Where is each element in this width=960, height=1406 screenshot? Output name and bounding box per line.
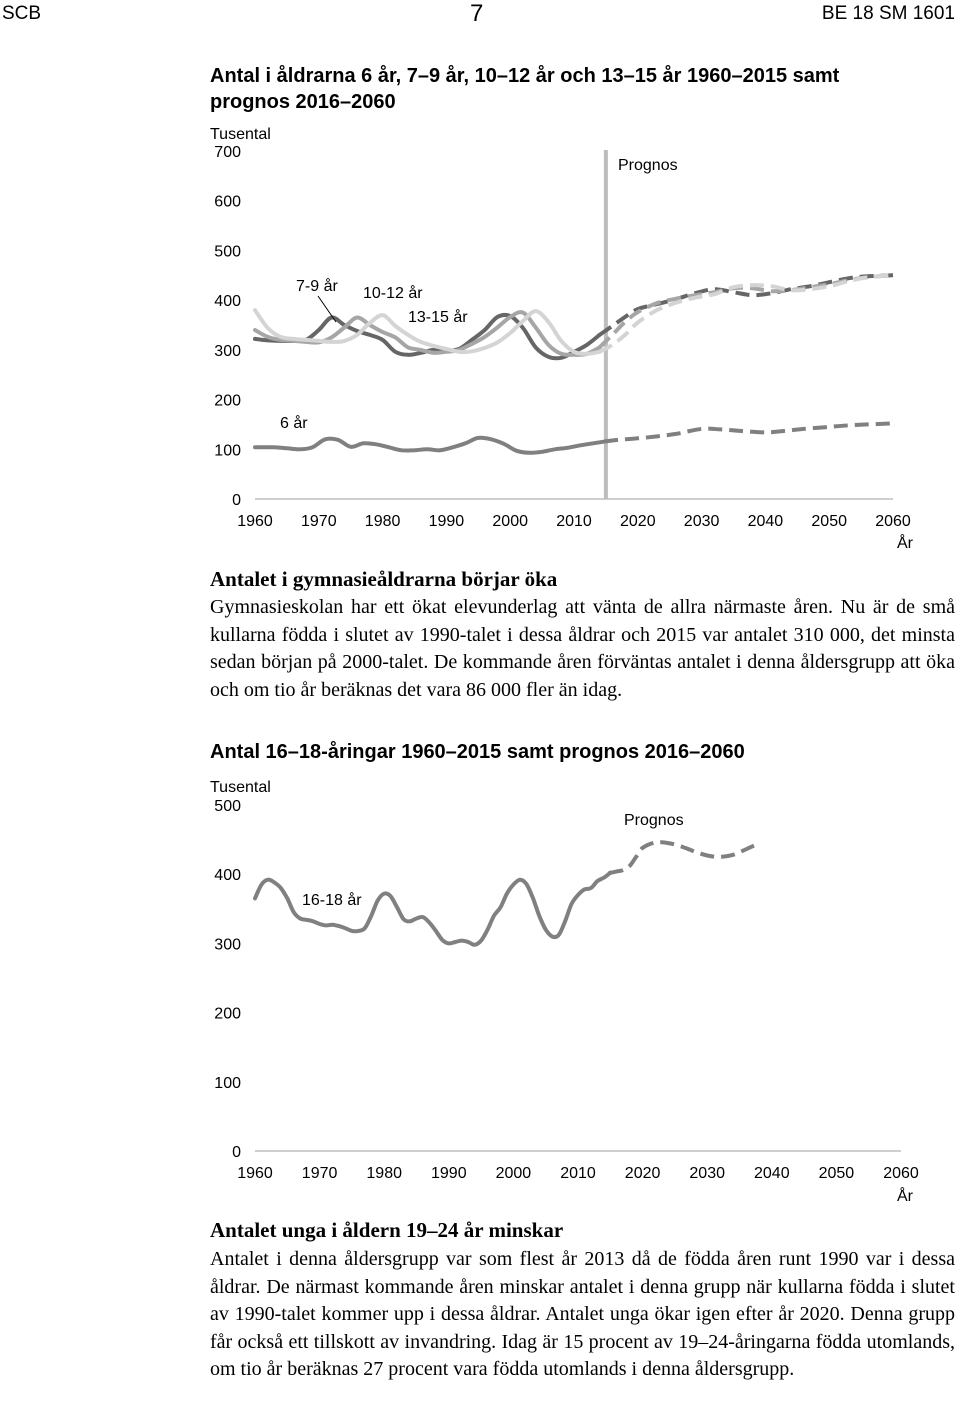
chart2-unit-label: Tusental [210,779,271,796]
chart1-y-tick: 200 [214,392,241,410]
chart1-y-tick: 400 [214,293,241,311]
chart1-unit-label: Tusental [210,126,271,143]
chart1-prognos-label: Prognos [618,157,678,174]
chart1-y-tick: 300 [214,342,241,360]
chart2-y-axis [214,798,241,1161]
chart2-prognos-label: Prognos [624,812,684,829]
chart1-y-tick: 500 [214,243,241,261]
chart2-x-tick: 2000 [495,1165,532,1182]
chart1-y-tick: 600 [214,193,241,211]
chart1-title: Antal i åldrarna 6 år, 7–9 år, 10–12 år och 13–15 år 1960–2015 samt prognos 2016–2060 [210,65,840,113]
chart1-label-6: 6 år [280,415,308,432]
chart2-x-tick: 1970 [301,1165,338,1182]
chart1-x-tick: 1980 [364,513,401,530]
chart2-x-tick: 2050 [818,1165,855,1182]
chart1-x-tick: 2030 [683,513,720,530]
chart2-x-tick: 2030 [689,1165,725,1182]
chart1-x-tick: 2050 [811,513,847,530]
header-left-org: SCB [2,3,42,24]
chart1-x-unit-label: År [897,535,913,552]
chart2-y-tick: 100 [214,1074,241,1092]
chart1-x-tick: 2010 [556,513,592,530]
chart2-y-tick: 500 [214,798,241,815]
chart2-x-unit-label: År [897,1188,913,1205]
chart2-x-axis [237,1165,919,1182]
section1-body: Gymnasieskolan har ett ökat elevunderlag att vänta de allra närmaste åren. Nu är de små kullarna födda i slutet av 1990-talet i dessa åldrar och 2015 var antalet 310 000, det minsta sedan början på 2000-talet. De kommande åren förväntas antalet i denna åldersgrupp att öka och om tio år beräknas det vara 86 000 fler än idag. [210,596,955,701]
chart1-x-tick: 1960 [237,513,273,530]
chart2-x-tick: 2060 [883,1165,919,1182]
chart1-label-13-15: 13-15 år [408,309,468,326]
chart2-y-tick: 400 [214,867,241,885]
chart1-x-tick: 2000 [492,513,528,530]
chart1-y-tick: 700 [214,144,241,161]
chart2-title: Antal 16–18-åringar 1960–2015 samt prognos 2016–2060 [210,741,745,763]
chart2-x-tick: 2010 [560,1165,596,1182]
chart1-y-tick: 100 [214,442,241,460]
chart1-x-tick: 1990 [428,513,465,530]
chart2-series-s16_18-forecast [610,842,759,873]
chart1-x-tick: 2040 [747,513,784,530]
chart2-x-tick: 1960 [237,1165,273,1182]
chart1-label-7-9: 7-9 år [296,278,338,295]
chart2-y-tick: 0 [232,1144,241,1161]
section2-heading: Antalet unga i åldern 19–24 år minskar [210,1218,564,1242]
chart2-y-tick: 200 [214,1005,241,1023]
chart1-y-tick: 0 [232,492,241,509]
chart2-x-tick: 1990 [431,1165,467,1182]
chart2-x-tick: 2040 [754,1165,790,1182]
chart1-x-tick: 2020 [620,513,656,530]
chart1-label-10-12: 10-12 år [363,285,423,302]
section2-body: Antalet i denna åldersgrupp var som flest år 2013 då de födda åren runt 1990 var i dessa åldrar. De närmast kommande åren minskar antalet i denna grupp när kullarna födda i slutet av 1990-talet kommer upp i dessa åldrar. Antalet unga ökar igen efter år 2020. Denna grupp får också ett tillskott av invandring. Idag är 15 procent av 19–24-åringarna födda utomlands, om tio år beräknas 27 procent vara födda utomlands i denna åldersgrupp. [210,1248,955,1380]
chart1-x-tick: 2060 [875,513,911,530]
chart2-x-tick: 1980 [366,1165,402,1182]
chart1-x-tick: 1970 [301,513,337,530]
section1-heading: Antalet i gymnasieåldrarna börjar öka [210,567,558,591]
header-right-report-id: BE 18 SM 1601 [821,3,955,24]
chart2-y-tick: 300 [214,936,241,954]
chart2-x-tick: 2020 [624,1165,661,1182]
page-number: 7 [470,0,484,27]
chart2-label-16-18: 16-18 år [302,892,362,909]
